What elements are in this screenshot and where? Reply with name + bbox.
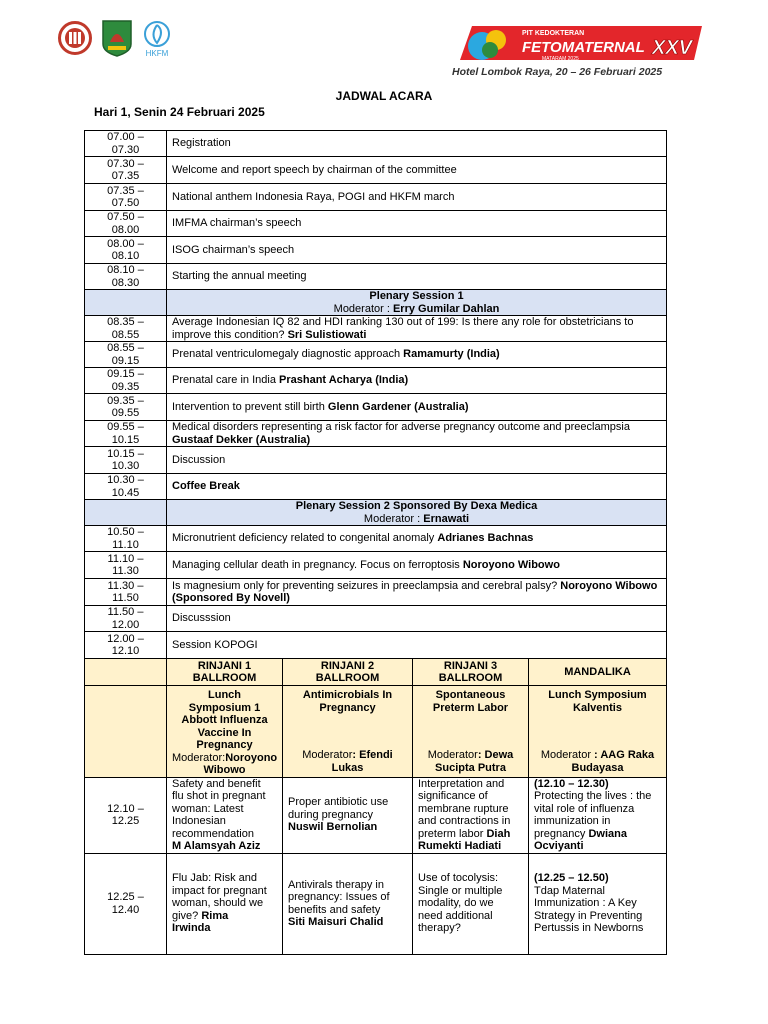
time-cell — [85, 157, 167, 184]
speaker-name: Rima — [201, 909, 229, 922]
room-header — [167, 659, 283, 686]
moderator-name: Sucipta Putra — [435, 761, 506, 774]
schedule-row — [85, 552, 667, 579]
topic-cell — [167, 606, 667, 632]
time-cell — [85, 131, 167, 157]
time-text: 07.00 – — [107, 131, 144, 143]
time-text: 07.50 — [111, 197, 140, 209]
symposium-title — [172, 689, 277, 752]
time-cell — [85, 632, 167, 659]
rooms-row — [85, 659, 667, 686]
time-text: 10.50 – — [107, 526, 144, 538]
ibi-logo — [58, 21, 92, 55]
topic-text: benefits and safety — [288, 903, 381, 916]
session-title: Plenary Session 2 Sponsored By Dexa Medica — [295, 500, 538, 512]
schedule-row — [85, 579, 667, 606]
topic-text: IMFMA chairman’s speech — [172, 217, 302, 230]
time-text: 08.30 — [111, 276, 140, 289]
schedule-row — [85, 632, 667, 659]
topic-text: recommendation — [172, 827, 254, 840]
speaker-name: Glenn Gardener (Australia) — [327, 400, 469, 413]
topic-text: Single or multiple — [418, 884, 503, 897]
moderator-label: Moderator : — [363, 512, 424, 525]
room-header — [413, 659, 529, 686]
topic-text: Strategy in Preventing — [534, 909, 643, 922]
topic-cell — [167, 526, 667, 552]
time-text: 08.55 — [111, 328, 140, 341]
time-text: 07.30 — [111, 143, 140, 156]
time-text: 11.30 – — [107, 579, 144, 592]
topic-text: vital role of influenza — [534, 802, 635, 815]
time-text: 12.00 – — [107, 632, 144, 645]
venue-text: Hotel Lombok Raya, 20 – 26 Februari 2025 — [452, 66, 663, 78]
speaker-name: Noroyono Wibowo — [462, 558, 560, 571]
lunch-topic — [529, 853, 667, 954]
logo-group — [58, 16, 172, 60]
lunch-topic — [413, 853, 529, 954]
symposium-title — [418, 689, 523, 749]
symposium-moderator — [172, 752, 277, 777]
time-cell — [85, 579, 167, 606]
topic-text: Micronutrient deficiency related to congenital anomaly — [172, 532, 438, 545]
topic-text: Starting the annual meeting — [172, 270, 307, 283]
room-name: RINJANI 3 — [443, 659, 498, 672]
symposium-moderator — [418, 749, 523, 774]
schedule-row — [85, 184, 667, 211]
time-cell — [85, 777, 167, 853]
hkfm-logo — [142, 19, 172, 58]
schedule-row — [85, 606, 667, 632]
symposium-title — [288, 689, 407, 749]
speaker-name: Gustaaf Dekker (Australia) — [172, 433, 311, 446]
symposium-title — [534, 689, 661, 749]
topic-text: Pertussis in Newborns — [534, 922, 644, 935]
schedule-row — [85, 526, 667, 552]
room-name: RINJANI 1 — [197, 659, 252, 672]
schedule-row — [85, 316, 667, 342]
sub-time: (12.10 – 12.30) — [534, 777, 609, 790]
speaker-name: Coffee Break — [172, 480, 240, 493]
topic-text: modality, do we — [418, 897, 494, 910]
topic-text: Medical disorders representing a risk factor for adverse pregnancy outcome and preeclampsia — [172, 421, 630, 433]
topic-cell — [167, 157, 667, 184]
topic-text: ISOG chairman’s speech — [172, 243, 295, 256]
sub-time: (12.25 – 12.50) — [534, 872, 609, 885]
moderator-name: : AAG Raka — [594, 749, 655, 761]
banner-city: MATARAM 2025 — [542, 56, 579, 62]
topic-text: Safety and benefit — [172, 777, 261, 790]
symposium-title-text: Spontaneous — [435, 689, 506, 701]
topic-text: Protecting the lives : the — [534, 790, 652, 802]
topic-text: need additional — [418, 909, 493, 922]
topic-cell — [167, 184, 667, 211]
moderator-name: Noroyono — [225, 751, 278, 764]
topic-text: Interpretation and — [418, 777, 505, 790]
symposium-cell — [529, 686, 667, 778]
time-text: 10.30 – — [107, 474, 144, 486]
time-cell — [85, 368, 167, 394]
moderator-label: Moderator : — [333, 302, 393, 315]
topic-cell — [167, 474, 667, 500]
time-text: 12.10 – — [107, 802, 144, 815]
time-cell — [85, 500, 167, 526]
moderator-name: Wibowo — [203, 764, 246, 776]
topic-text: Is magnesium only for preventing seizures in preeclampsia and cerebral palsy? — [172, 579, 561, 592]
session-title: Plenary Session 1 — [369, 290, 464, 302]
time-cell — [85, 421, 167, 447]
symposium-title-text: Abbott Influenza — [181, 714, 268, 726]
time-text: 11.50 — [112, 592, 139, 604]
symposium-title-text: Kalventis — [573, 701, 622, 714]
time-cell — [85, 264, 167, 290]
session-row — [85, 500, 667, 526]
moderator-name: Budayasa — [571, 761, 624, 774]
time-text: 07.35 — [111, 170, 140, 182]
time-text: 12.25 – — [107, 891, 144, 903]
topic-text: Welcome and report speech by chairman of the committee — [172, 163, 457, 176]
topic-text: Managing cellular death in pregnancy. Focus on ferroptosis — [172, 558, 463, 571]
session-header — [167, 500, 667, 526]
time-text: 08.10 — [111, 250, 140, 262]
symposium-title-text: Antimicrobials In — [302, 689, 393, 701]
banner-edition: XXV — [652, 37, 693, 59]
moderator-name: : Efendi — [352, 749, 393, 761]
speaker-name: Adrianes Bachnas — [437, 532, 534, 545]
topic-text: Discusssion — [172, 612, 231, 625]
speaker-name: Dwiana — [588, 827, 627, 840]
moderator-name: Ernawati — [423, 512, 470, 525]
time-cell — [85, 526, 167, 552]
time-cell — [85, 474, 167, 500]
speaker-name: Rumekti Hadiati — [418, 840, 502, 852]
time-cell — [85, 447, 167, 474]
room-name: MANDALIKA — [564, 665, 631, 678]
topic-cell — [167, 579, 667, 606]
lunch-topic — [283, 853, 413, 954]
time-text: 09.15 — [111, 354, 140, 367]
lunch-row — [85, 777, 667, 853]
topic-text: woman: Latest — [172, 802, 244, 815]
moderator-label: Moderator — [427, 749, 478, 761]
topic-text: Antivirals therapy in — [288, 878, 384, 891]
schedule-row — [85, 131, 667, 157]
hkfm-logo-text: HKFM — [145, 48, 169, 58]
topic-text: Session KOPOGI — [172, 638, 258, 651]
time-text: 08.35 – — [107, 316, 144, 328]
time-text: 09.35 – — [107, 394, 144, 407]
symposium-title-text: Pregnancy — [196, 739, 253, 751]
time-cell — [85, 316, 167, 342]
topic-cell — [167, 342, 667, 368]
topic-text: immunization in — [534, 815, 611, 827]
symposium-cell — [413, 686, 529, 778]
time-text: 07.50 – — [107, 211, 144, 223]
time-text: 12.40 — [111, 903, 140, 916]
time-cell — [85, 686, 167, 778]
time-text: 10.30 — [111, 460, 140, 472]
time-text: 11.10 — [112, 538, 139, 551]
symposium-moderator — [534, 749, 661, 774]
moderator-label: Moderator — [302, 749, 353, 761]
symposium-row — [85, 686, 667, 778]
symposium-cell — [283, 686, 413, 778]
time-text: 08.55 – — [107, 342, 144, 354]
room-name: BALLROOM — [192, 672, 257, 684]
speaker-name: Prashant Acharya (India) — [279, 374, 409, 387]
topic-text: Tdap Maternal — [534, 884, 605, 897]
topic-cell — [167, 394, 667, 421]
time-text: 08.10 – — [107, 264, 144, 276]
symposium-title-text: Lunch Symposium — [548, 689, 647, 701]
symposium-title-text: Lunch — [208, 689, 241, 701]
page-title: JADWAL ACARA — [335, 89, 433, 103]
topic-cell — [167, 447, 667, 474]
time-text: 09.55 — [111, 407, 140, 419]
time-text: 12.10 — [111, 645, 140, 657]
time-cell — [85, 342, 167, 368]
day-heading: Hari 1, Senin 24 Februari 2025 — [94, 105, 265, 119]
topic-cell — [167, 264, 667, 290]
moderator-name: Lukas — [331, 761, 364, 774]
lunch-row — [85, 853, 667, 954]
topic-text: pregnancy — [534, 827, 589, 840]
speaker-name: Noroyono Wibowo (Sponsored By Novell) — [172, 579, 658, 604]
topic-cell — [167, 421, 667, 447]
lunch-topic — [167, 853, 283, 954]
time-text: 10.45 — [111, 486, 140, 499]
time-cell — [85, 659, 167, 686]
topic-cell — [167, 552, 667, 579]
topic-text: Average Indonesian IQ 82 and HDI ranking 130 out of 199: Is there any role for obstetricians to improve this condition? — [172, 316, 634, 341]
symposium-title-text: Pregnancy — [319, 701, 376, 714]
time-text: 10.15 — [111, 433, 140, 446]
speaker-name: Ocviyanti — [534, 840, 584, 852]
topic-text: National anthem Indonesia Raya, POGI and HKFM march — [172, 190, 455, 203]
time-text: 09.35 — [111, 380, 140, 393]
room-header — [529, 659, 667, 686]
pogi-logo — [100, 18, 134, 58]
time-text: 11.10 – — [107, 552, 144, 565]
time-cell — [85, 394, 167, 421]
room-name: BALLROOM — [438, 672, 503, 684]
schedule-row — [85, 447, 667, 474]
schedule-row — [85, 368, 667, 394]
schedule-row — [85, 157, 667, 184]
symposium-moderator — [288, 749, 407, 774]
topic-cell — [167, 316, 667, 342]
schedule-row — [85, 211, 667, 237]
moderator-label: Moderator: — [172, 751, 226, 764]
schedule-row — [85, 474, 667, 500]
time-text: 10.15 – — [107, 447, 144, 460]
topic-text: therapy? — [418, 922, 461, 935]
time-text: 12.00 — [111, 618, 140, 631]
schedule-row — [85, 237, 667, 264]
speaker-name: M Alamsyah Aziz — [172, 840, 261, 852]
time-cell — [85, 184, 167, 211]
topic-text: Prenatal ventriculomegaly diagnostic approach — [172, 348, 404, 361]
topic-cell — [167, 211, 667, 237]
schedule-row — [85, 264, 667, 290]
banner-line1: PIT KEDOKTERAN — [522, 30, 585, 37]
time-cell — [85, 853, 167, 954]
lunch-topic — [529, 777, 667, 853]
topic-text: membrane rupture — [418, 802, 509, 815]
time-text: 09.15 – — [107, 368, 144, 380]
speaker-name: Sri Sulistiowati — [287, 328, 367, 341]
topic-text: significance of — [418, 790, 488, 802]
topic-text: flu shot in pregnant — [172, 790, 266, 802]
topic-text: Intervention to prevent still birth — [172, 400, 328, 413]
room-name: BALLROOM — [315, 672, 380, 684]
speaker-name: Siti Maisuri Chalid — [288, 916, 384, 928]
topic-text: Immunization : A Key — [534, 897, 637, 910]
topic-text: give? — [172, 909, 202, 922]
room-name: RINJANI 2 — [320, 659, 375, 672]
topic-text: Proper antibiotic use — [288, 796, 389, 809]
time-cell — [85, 237, 167, 264]
topic-text: Discussion — [172, 453, 226, 466]
speaker-name: Nuswil Bernolian — [288, 821, 378, 834]
time-text: 08.00 – — [107, 237, 144, 250]
lunch-topic — [167, 777, 283, 853]
banner-line2: FETOMATERNAL — [522, 39, 645, 56]
moderator-name: Erry Gumilar Dahlan — [392, 302, 500, 315]
time-text: 07.35 – — [107, 184, 144, 197]
speaker-name: Ramamurty (India) — [403, 348, 500, 361]
time-text: 08.00 — [111, 223, 140, 236]
moderator-name: : Dewa — [477, 749, 514, 761]
schedule-row — [85, 421, 667, 447]
room-header — [283, 659, 413, 686]
topic-text: during pregnancy — [288, 808, 374, 821]
lunch-topic — [413, 777, 529, 853]
symposium-cell — [167, 686, 283, 778]
schedule-table — [84, 130, 667, 955]
topic-text: Registration — [172, 137, 231, 150]
time-text: 11.30 — [112, 565, 139, 577]
lunch-topic — [283, 777, 413, 853]
session-header — [167, 290, 667, 316]
time-cell — [85, 211, 167, 237]
topic-cell — [167, 632, 667, 659]
time-cell — [85, 552, 167, 579]
speaker-name: Diah — [486, 827, 511, 840]
topic-text: Prenatal care in India — [172, 374, 280, 387]
schedule-row — [85, 342, 667, 368]
session-row — [85, 290, 667, 316]
time-text: 09.55 – — [107, 421, 144, 433]
topic-text: Indonesian — [172, 815, 226, 827]
time-text: 11.50 – — [107, 606, 144, 618]
moderator-label: Moderator — [540, 749, 595, 761]
topic-text: Use of tocolysis: — [418, 872, 499, 885]
time-text: 07.30 – — [107, 157, 144, 170]
topic-cell — [167, 131, 667, 157]
topic-text: impact for pregnant — [172, 884, 267, 897]
schedule-row — [85, 394, 667, 421]
symposium-title-text: Vaccine In — [197, 726, 252, 739]
symposium-title-text: Preterm Labor — [432, 701, 509, 714]
topic-cell — [167, 237, 667, 264]
topic-text: woman, should we — [172, 897, 264, 910]
symposium-title-text: Symposium 1 — [188, 701, 261, 714]
speaker-name: Irwinda — [172, 922, 211, 935]
time-cell — [85, 290, 167, 316]
topic-text: preterm labor — [418, 827, 487, 840]
topic-text: pregnancy: Issues of — [288, 891, 390, 903]
time-text: 12.25 — [111, 815, 140, 827]
time-cell — [85, 606, 167, 632]
topic-cell — [167, 368, 667, 394]
topic-text: and contractions in — [418, 815, 511, 827]
topic-text: Flu Jab: Risk and — [172, 872, 257, 885]
